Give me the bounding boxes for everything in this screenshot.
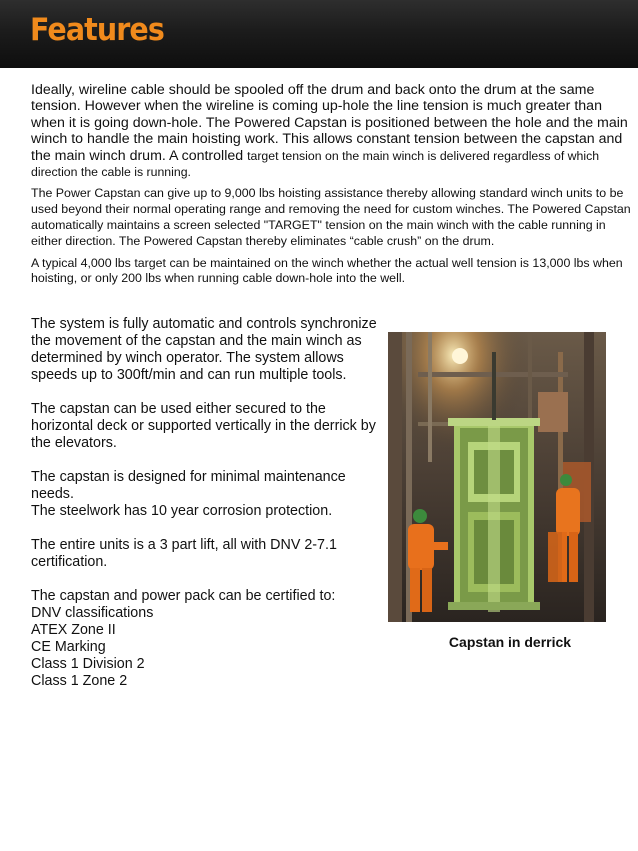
certification-item: CE Marking: [31, 639, 106, 655]
lift-paragraph: The entire units is a 3 part lift, all with DNV 2-7.1 certification.: [31, 537, 337, 570]
intro-paragraph-2: The Power Capstan can give up to 9,000 lbs hoisting assistance thereby allowing standard winch units to be used beyond their normal operating range and removing the need for custom winches. The Powered Capstan automatically maintains a screen selected "TARGET" tension on the main winch with the cable running in either direction. The Powered Capstan thereby eliminates “cable crush” on the drum.: [31, 186, 631, 248]
certification-item: DNV classifications: [31, 605, 154, 621]
intro-paragraph-3: A typical 4,000 lbs target can be maintained on the winch whether the actual well tension is 13,000 lbs when hoisting, or only 200 lbs when running cable down-hole into the well.: [31, 255, 623, 286]
intro-paragraph-1-main: Ideally, wireline cable should be spooled off the drum and back onto the drum at the same tension. However when the wireline is coming up-hole the line tension is much greater than when it is going down-hole. The Powered Capstan is positioned between the hole and the main winch to handle the main hoisting work. This allows constant tension between the capstan and the main winch drum. A controlled: [31, 82, 628, 164]
intro-paragraph-1-small: target tension on the main winch is delivered regardless of which direction the cable is running.: [31, 148, 600, 180]
certification-item: ATEX Zone II: [31, 622, 116, 638]
maintenance-paragraph: The capstan is designed for minimal maintenance needs.: [31, 469, 346, 502]
header-banner: [0, 0, 638, 68]
certification-item: Class 1 Zone 2: [31, 673, 128, 689]
certification-intro: The capstan and power pack can be certified to:: [31, 588, 336, 604]
features-column: [31, 316, 381, 690]
intro-paragraph-1: [31, 82, 631, 180]
certification-list: [31, 605, 381, 690]
capstan-photo: [388, 332, 606, 622]
photo-caption: Capstan in derrick: [448, 634, 572, 650]
page-title: Features: [30, 12, 164, 48]
system-paragraph: The system is fully automatic and controls synchronize the movement of the capstan and the main winch as determined by winch operator. The system allows speeds up to 300ft/min and can run multiple tools.: [31, 316, 377, 383]
steelwork-paragraph: The steelwork has 10 year corrosion protection.: [31, 503, 333, 519]
intro-section: [31, 82, 631, 287]
mounting-paragraph: The capstan can be used either secured to the horizontal deck or supported vertically in the derrick by the elevators.: [31, 401, 376, 451]
certification-item: Class 1 Division 2: [31, 656, 145, 672]
